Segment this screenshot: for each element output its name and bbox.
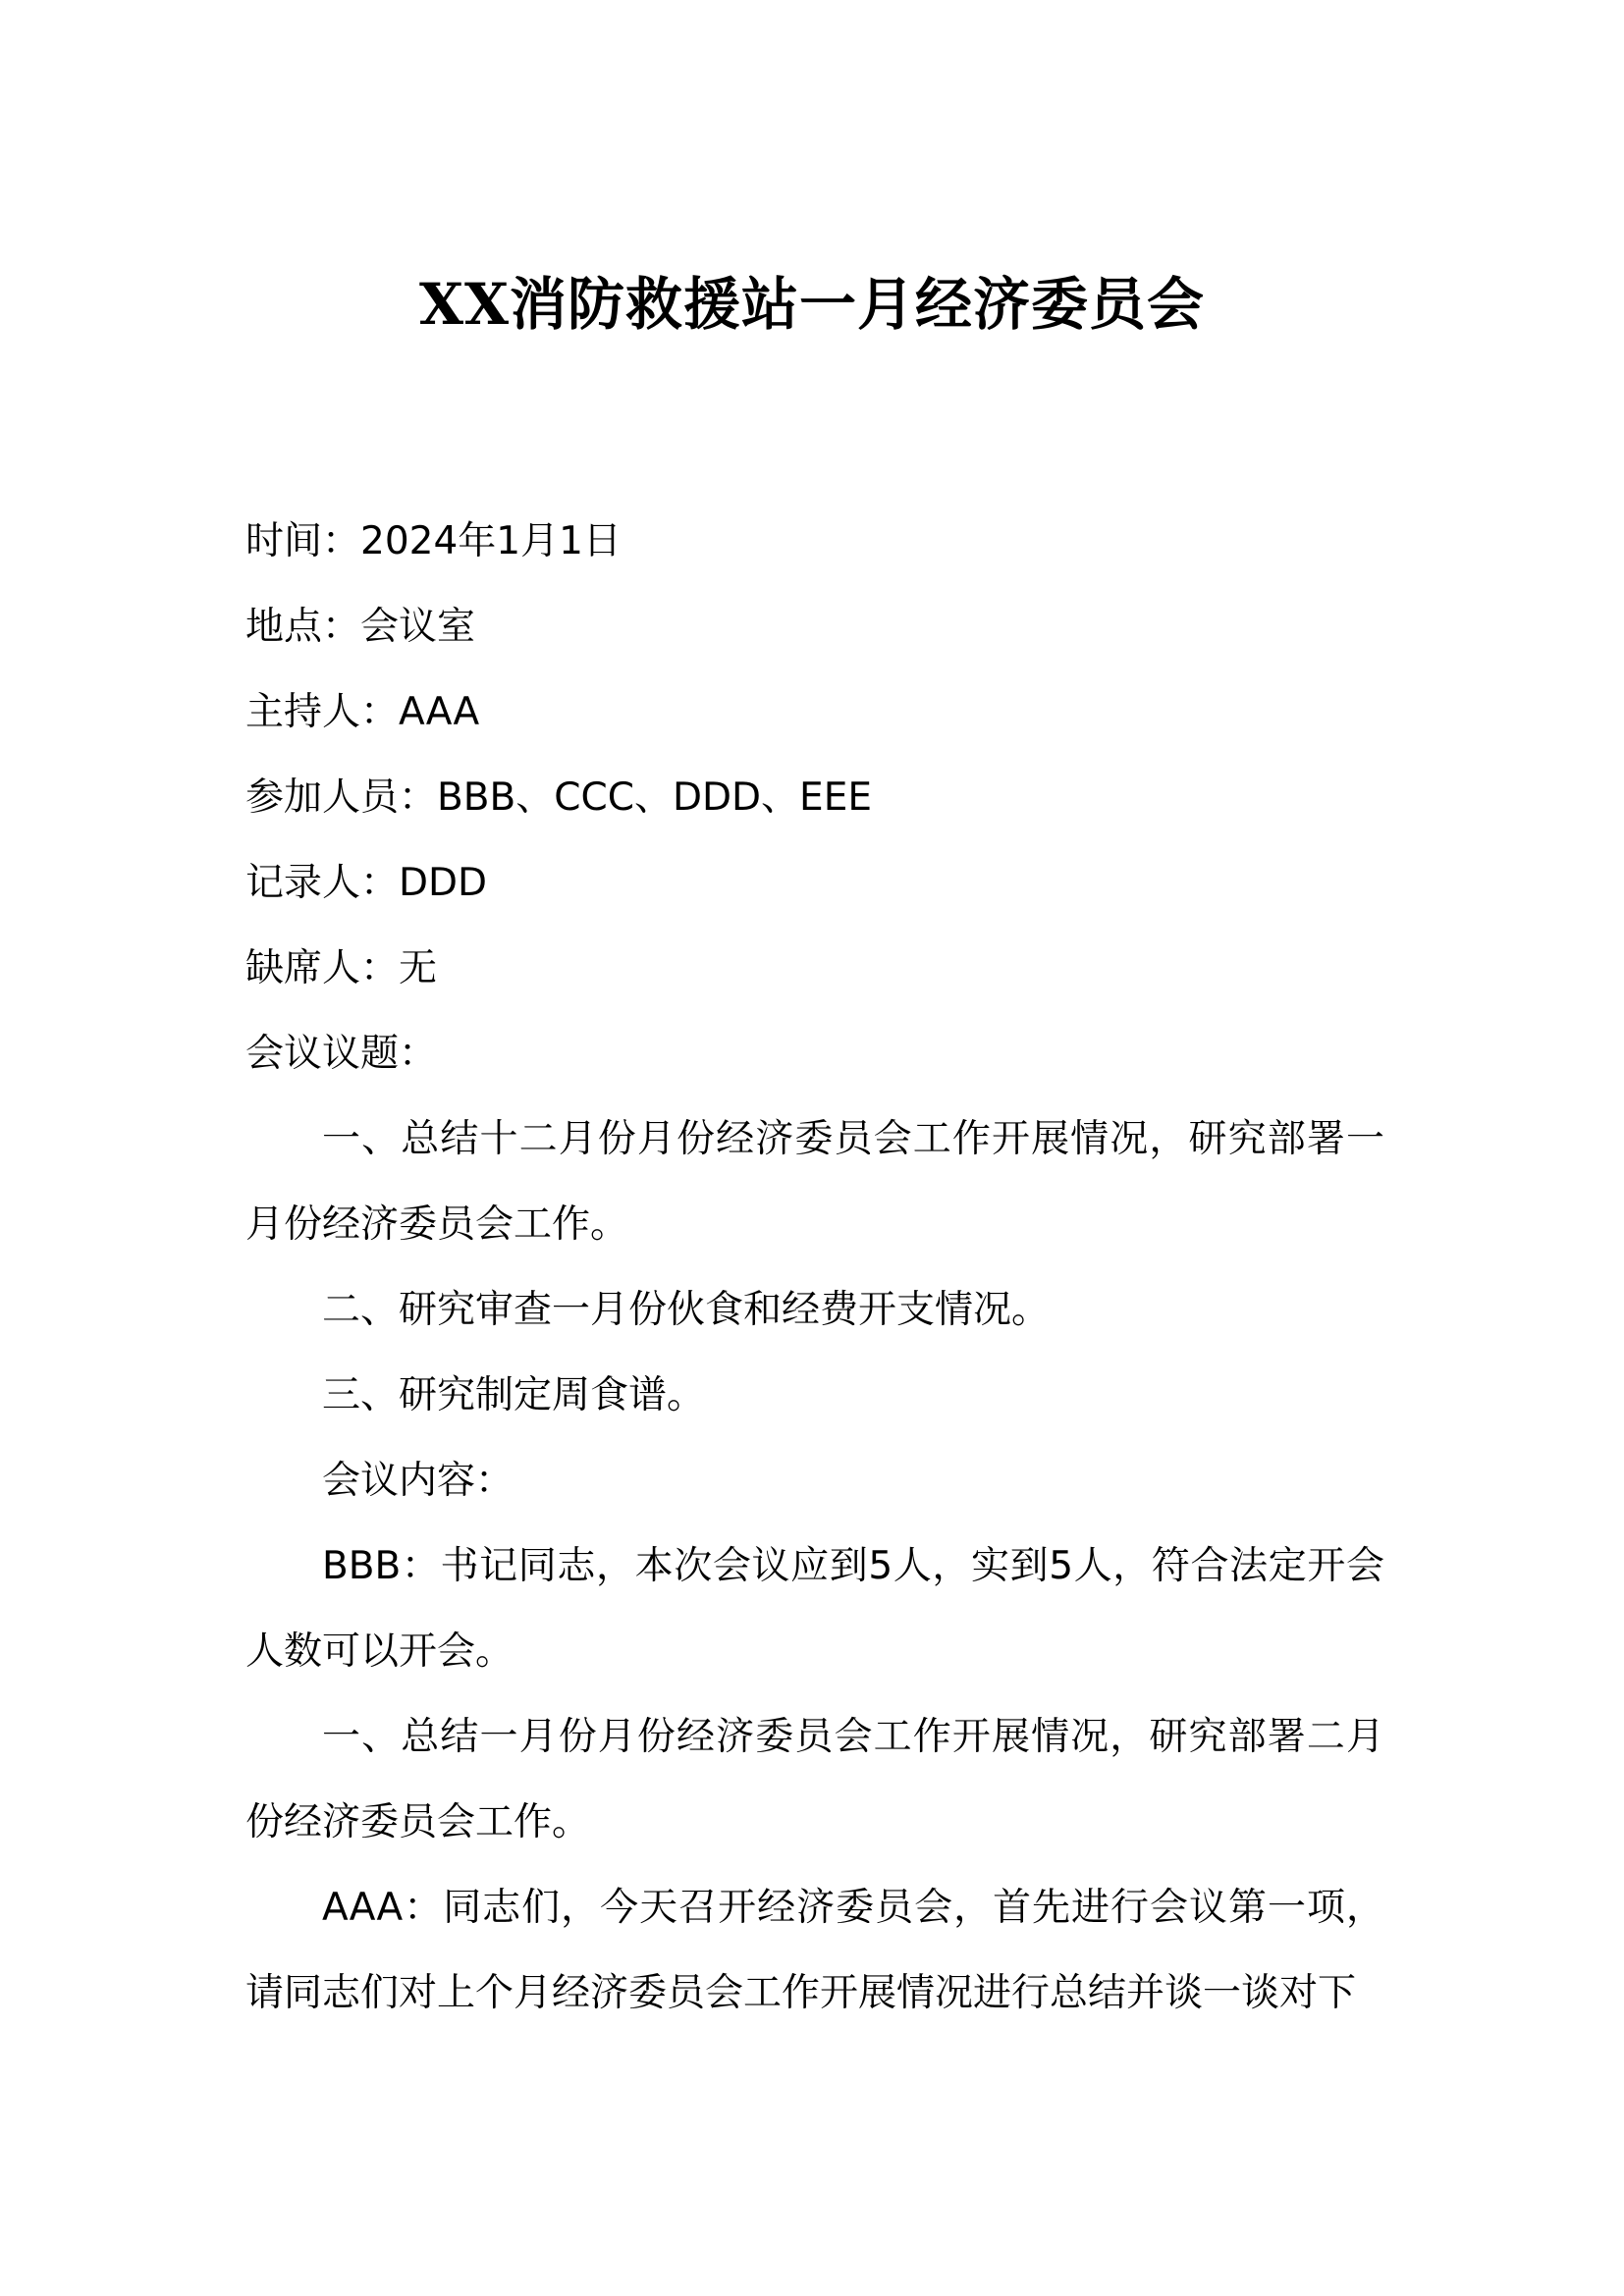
statement-bbb: BBB：书记同志，本次会议应到5人，实到5人，符合法定开会人数可以开会。 (245, 1544, 1384, 1674)
document-body (245, 499, 1384, 2036)
meeting-recorder: 记录人：DDD (245, 861, 488, 905)
topic-2: 二、研究审查一月份伙食和经费开支情况。 (322, 1288, 1051, 1332)
document-title: XX消防救援站一月经济委员会 (418, 271, 1205, 338)
meeting-host: 主持人：AAA (245, 690, 480, 734)
topic-1: 一、总结十二月份月份经济委员会工作开展情况，研究部署一月份经济委员会工作。 (245, 1117, 1384, 1247)
meeting-place: 地点：会议室 (245, 605, 476, 649)
topic-3: 三、研究制定周食谱。 (322, 1373, 706, 1417)
meeting-absent: 缺席人：无 (245, 946, 438, 990)
statement-aaa: AAA：同志们，今天召开经济委员会，首先进行会议第一项，请同志们对上个月经济委员会工作开展情况进行总结并谈一谈对下 (245, 1886, 1384, 2015)
meeting-time: 时间：2024年1月1日 (245, 519, 622, 563)
topics-heading: 会议议题： (245, 1032, 438, 1076)
content-heading: 会议内容： (322, 1459, 514, 1503)
section-1-heading: 一、总结一月份月份经济委员会工作开展情况，研究部署二月份经济委员会工作。 (245, 1715, 1384, 1844)
meeting-attendees: 参加人员：BBB、CCC、DDD、EEE (245, 775, 872, 820)
